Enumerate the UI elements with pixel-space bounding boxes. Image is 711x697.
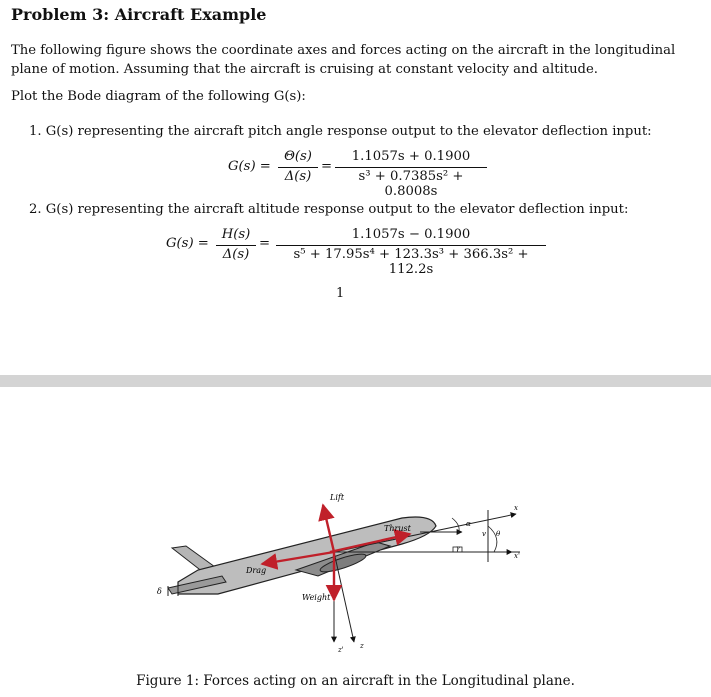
eq2-lhs: G(s) =: [166, 236, 209, 251]
drag-label: Drag: [246, 566, 267, 575]
eq2-tf-numerator: 1.1057s − 0.1900: [351, 227, 471, 242]
velocity-label: v: [482, 530, 486, 538]
x-prime-label: x': [514, 552, 520, 560]
eq2-ratio-numerator: H(s): [221, 227, 251, 242]
gamma-label: γ: [456, 545, 460, 552]
aircraft-figure: [0, 490, 711, 660]
eq1-ratio-denominator: Δ(s): [284, 169, 312, 184]
item-2-label: 2. G(s) representing the aircraft altitude response output to the elevator deflection input:: [29, 202, 629, 217]
weight-label: Weight: [302, 593, 331, 602]
eq1-ratio-numerator: Θ(s): [284, 149, 312, 164]
eq2-equals: =: [259, 236, 271, 251]
eq2-ratio-bar: [216, 245, 256, 246]
intro-line-2: plane of motion. Assuming that the aircraft is cruising at constant velocity and altitude.: [11, 62, 598, 77]
thrust-label: Thrust: [384, 524, 411, 533]
eq1-lhs: G(s) =: [228, 159, 271, 174]
theta-label: θ: [496, 530, 501, 538]
alpha-label: α: [466, 520, 471, 528]
z-axis-label: z: [360, 642, 364, 650]
eq2-ratio-denominator: Δ(s): [222, 247, 250, 262]
page-separator: [0, 375, 711, 387]
eq1-tf-bar: [335, 167, 487, 168]
eq1-tf-denominator: s³ + 0.7385s² + 0.8008s: [358, 169, 464, 199]
z-prime-label: z': [338, 646, 344, 654]
item-1-label: 1. G(s) representing the aircraft pitch angle response output to the elevator deflection input:: [29, 124, 652, 139]
eq1-tf-numerator: 1.1057s + 0.1900: [351, 149, 471, 164]
figure-caption: Figure 1: Forces acting on an aircraft in the Longitudinal plane.: [136, 673, 575, 689]
delta-label: δ: [157, 587, 162, 596]
eq2-tf-denominator: s⁵ + 17.95s⁴ + 123.3s³ + 366.3s² + 112.2s: [293, 247, 529, 277]
problem-heading: Problem 3: Aircraft Example: [11, 5, 267, 24]
intro-line-1: The following figure shows the coordinate axes and forces acting on the aircraft in the longitudinal: [11, 43, 676, 58]
eq1-ratio-bar: [278, 167, 318, 168]
page-number: 1: [336, 286, 345, 301]
eq2-tf-bar: [276, 245, 546, 246]
task-statement: Plot the Bode diagram of the following G(s):: [11, 89, 306, 104]
x-axis-label: x: [514, 504, 518, 512]
lift-label: Lift: [330, 493, 345, 502]
eq1-equals: =: [321, 159, 333, 174]
